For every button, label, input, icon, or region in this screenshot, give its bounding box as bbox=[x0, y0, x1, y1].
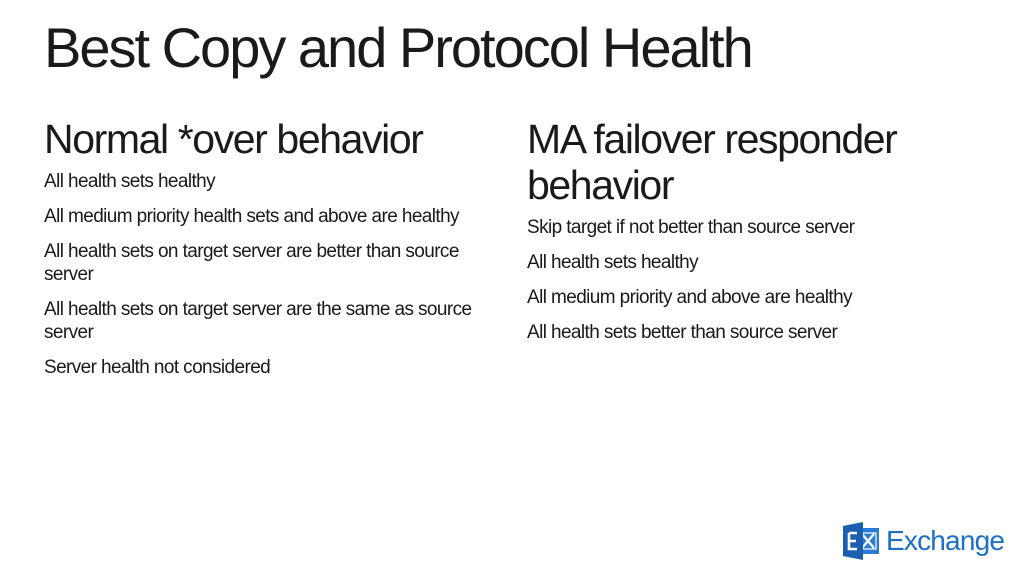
list-item: All health sets on target server are better than source server bbox=[44, 241, 459, 285]
left-column-list bbox=[44, 170, 504, 379]
slide-title: Best Copy and Protocol Health bbox=[44, 16, 752, 79]
list-item: Skip target if not better than source server bbox=[527, 217, 855, 238]
list-item: All health sets healthy bbox=[527, 252, 699, 273]
list-item: All health sets on target server are the same as source server bbox=[44, 299, 472, 343]
right-column-list bbox=[527, 216, 987, 344]
exchange-logo bbox=[843, 522, 1004, 560]
list-item: All health sets better than source server bbox=[527, 322, 838, 343]
list-item: All medium priority health sets and above are healthy bbox=[44, 206, 459, 227]
left-column-heading: Normal *over behavior bbox=[44, 116, 423, 162]
exchange-logo-text: Exchange bbox=[886, 525, 1005, 556]
list-item: All health sets healthy bbox=[44, 171, 216, 192]
right-column bbox=[527, 116, 987, 356]
right-column-heading: MA failover responder behavior bbox=[527, 116, 897, 208]
exchange-logo-icon bbox=[843, 522, 881, 560]
left-column bbox=[44, 116, 504, 391]
list-item: Server health not considered bbox=[44, 357, 271, 378]
list-item: All medium priority and above are healthy bbox=[527, 287, 852, 308]
